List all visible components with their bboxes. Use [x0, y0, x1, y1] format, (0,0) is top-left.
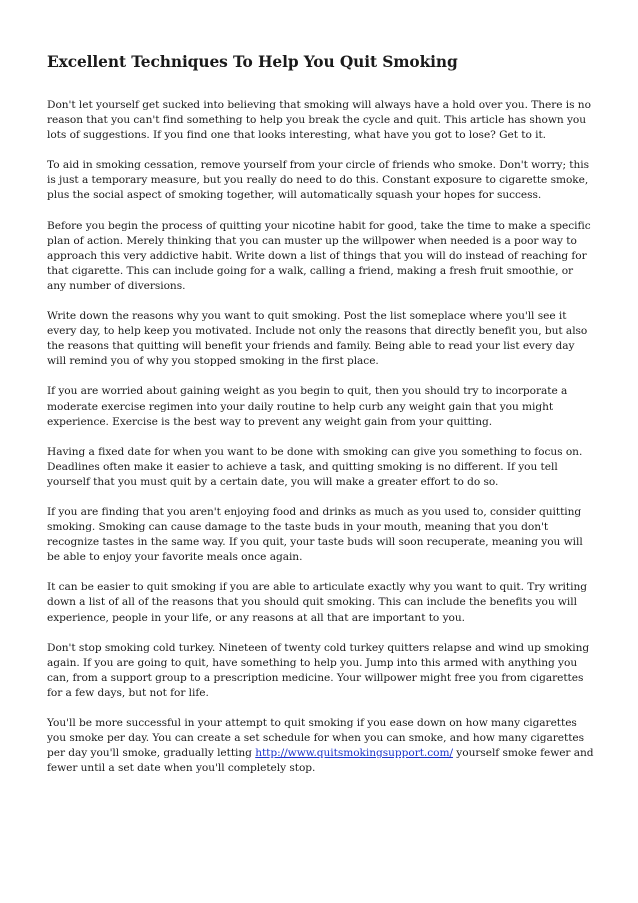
paragraph-10-text-after-link: yourself smoke fewer and fewer until a set date when you'll completely stop. [47, 747, 594, 775]
paragraph-7: If you are finding that you aren't enjoying food and drinks as much as you used to, consider quitting smoking. Smoking can cause damage to the taste buds in your mouth, meaning that you don't recognize tastes in the same way. If you quit, your taste buds will soon recuperate, meaning you will be able to enjoy your favorite meals once again. [47, 505, 583, 564]
paragraph-6: Having a fixed date for when you want to be done with smoking can give you something to focus on. Deadlines often make it easier to achieve a task, and quitting smoking is no different. If you tell yourself that you must quit by a certain date, you will make a greater effort to do so. [47, 445, 583, 488]
paragraph-10 [47, 716, 594, 776]
paragraph-4: Write down the reasons why you want to quit smoking. Post the list someplace where you'll see it every day, to help keep you motivated. Include not only the reasons that directly benefit you, but also the reasons that quitting will benefit your friends and family. Being able to read your list every day will remind you of why you stopped smoking in the first place. [47, 310, 588, 368]
paragraph-9: Don't stop smoking cold turkey. Nineteen of twenty cold turkey quitters relapse and wind up smoking again. If you are going to quit, have something to help you. Jump into this armed with anything you can, from a support group to a prescription medicine. Your willpower might free you from cigarettes for a few days, but not for life. [47, 641, 590, 699]
paragraph-3: Before you begin the process of quitting your nicotine habit for good, take the time to make a specific plan of action. Merely thinking that you can muster up the willpower when needed is a poor way to approach this very addictive habit. Write down a list of things that you will do instead of reaching for that cigarette. This can include going for a walk, calling a friend, making a fresh fruit smoothie, or any number of diversions. [47, 219, 591, 292]
paragraph-10-text-before-link: You'll be more successful in your attempt to quit smoking if you ease down on how many cigarettes you smoke per day. You can create a set schedule for when you can smoke, and how many cigarettes per day you'll smoke, gradually letting [47, 717, 585, 760]
paragraph-5: If you are worried about gaining weight as you begin to quit, then you should try to incorporate a moderate exercise regimen into your daily routine to help curb any weight gain that you might experience. Exercise is the best way to prevent any weight gain from your quitting. [47, 385, 568, 428]
paragraph-2: To aid in smoking cessation, remove yourself from your circle of friends who smoke. Don't worry; this is just a temporary measure, but you really do need to do this. Constant exposure to cigarette smoke, plus the social aspect of smoking together, will automatically squash your hopes for success. [47, 159, 589, 202]
paragraph-1: Don't let yourself get sucked into believing that smoking will always have a hold over you. There is no reason that you can't find something to help you break the cycle and quit. This article has shown you lots of suggestions. If you find one that looks interesting, what have you got to lose? Get to it. [47, 99, 591, 142]
quit-smoking-support-link[interactable]: http://www.quitsmokingsupport.com/ [255, 747, 453, 760]
document-title: Excellent Techniques To Help You Quit Smoking [47, 53, 458, 71]
paragraph-8: It can be easier to quit smoking if you are able to articulate exactly why you want to quit. Try writing down a list of all of the reasons that you should quit smoking. This can include the benefits you will experience, people in your life, or any reasons at all that are important to you. [47, 581, 587, 624]
